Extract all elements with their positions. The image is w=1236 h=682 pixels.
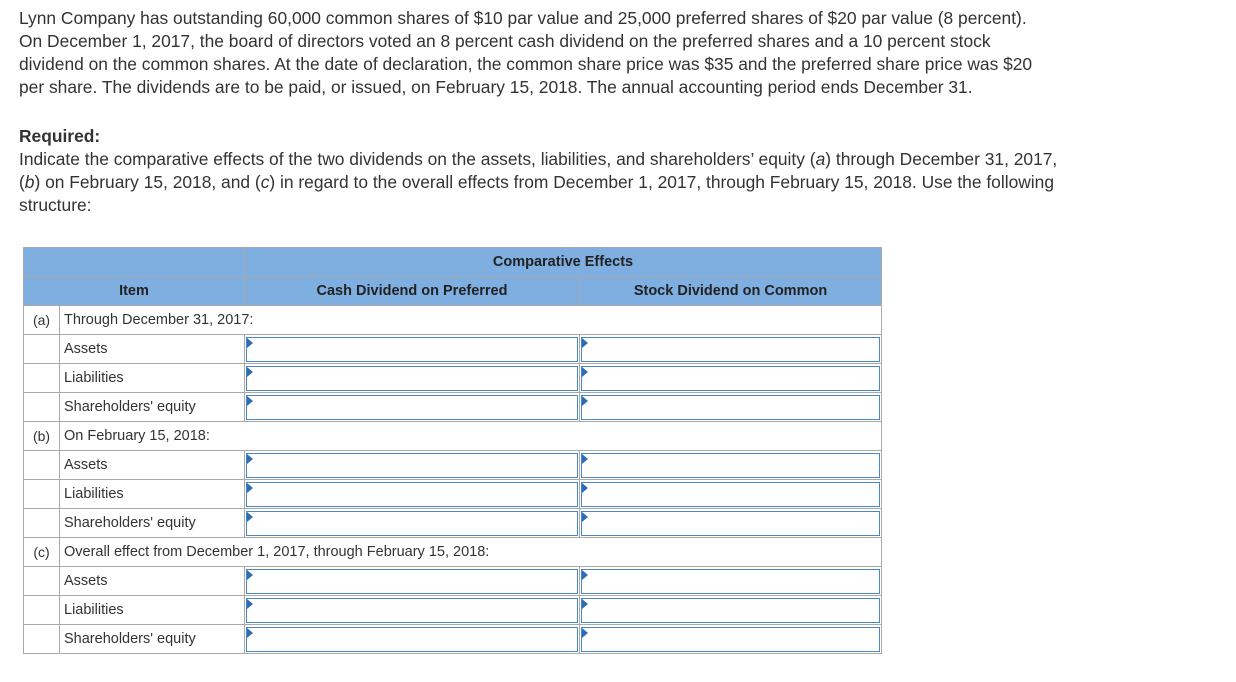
row-label: Liabilities (60, 596, 245, 625)
indent-cell (24, 451, 60, 480)
problem-line: per share. The dividends are to be paid, or issued, on February 15, 2018. The annual accounting period ends December 31. (19, 77, 973, 97)
table-row (24, 596, 882, 625)
dropdown-marker-icon (582, 512, 588, 522)
answer-cell-stock (580, 393, 882, 422)
header-blank (24, 248, 245, 277)
required-letter: c (260, 172, 270, 192)
problem-statement (19, 7, 1219, 99)
section-title: On February 15, 2018: (60, 422, 882, 451)
table-row (24, 451, 882, 480)
dropdown-marker-icon (247, 512, 253, 522)
section-letter: (b) (24, 422, 60, 451)
dropdown-marker-icon (582, 396, 588, 406)
column-header-cash: Cash Dividend on Preferred (245, 277, 580, 306)
required-text: structure: (19, 195, 92, 215)
row-label: Assets (60, 567, 245, 596)
column-header-item: Item (24, 277, 245, 306)
answer-cell-stock (580, 625, 882, 654)
answer-dropdown-cash[interactable] (246, 395, 578, 420)
dropdown-marker-icon (247, 454, 253, 464)
answer-cell-stock (580, 364, 882, 393)
section-letter: (c) (24, 538, 60, 567)
indent-cell (24, 364, 60, 393)
dropdown-marker-icon (247, 367, 253, 377)
answer-cell-stock (580, 509, 882, 538)
table-row (24, 567, 882, 596)
section-row (24, 538, 882, 567)
indent-cell (24, 625, 60, 654)
section-title: Through December 31, 2017: (60, 306, 882, 335)
answer-cell-stock (580, 480, 882, 509)
section-letter: (a) (24, 306, 60, 335)
required-heading: Required: (19, 126, 101, 146)
table-row (24, 625, 882, 654)
answer-cell-cash (245, 335, 580, 364)
table-row (24, 364, 882, 393)
row-label: Liabilities (60, 364, 245, 393)
answer-dropdown-cash[interactable] (246, 482, 578, 507)
answer-dropdown-stock[interactable] (581, 627, 880, 652)
answer-dropdown-cash[interactable] (246, 511, 578, 536)
answer-cell-cash (245, 509, 580, 538)
section-row (24, 306, 882, 335)
required-letter: b (24, 172, 35, 192)
answer-dropdown-cash[interactable] (246, 337, 578, 362)
dropdown-marker-icon (582, 570, 588, 580)
indent-cell (24, 393, 60, 422)
group-header: Comparative Effects (245, 248, 882, 277)
answer-dropdown-cash[interactable] (246, 569, 578, 594)
row-label: Shareholders' equity (60, 509, 245, 538)
dropdown-marker-icon (247, 483, 253, 493)
row-label: Assets (60, 335, 245, 364)
answer-dropdown-stock[interactable] (581, 366, 880, 391)
answer-dropdown-stock[interactable] (581, 482, 880, 507)
problem-line: dividend on the common shares. At the date of declaration, the common share price was $35 and the preferred share price was $20 (19, 54, 1033, 74)
required-instructions (19, 148, 1219, 217)
answer-cell-stock (580, 451, 882, 480)
required-letter: a (815, 149, 826, 169)
indent-cell (24, 567, 60, 596)
answer-cell-cash (245, 480, 580, 509)
dropdown-marker-icon (582, 367, 588, 377)
answer-dropdown-cash[interactable] (246, 366, 578, 391)
answer-dropdown-stock[interactable] (581, 453, 880, 478)
answer-dropdown-stock[interactable] (581, 598, 880, 623)
row-label: Liabilities (60, 480, 245, 509)
row-label: Assets (60, 451, 245, 480)
row-label: Shareholders' equity (60, 625, 245, 654)
required-text: ) on February 15, 2018, and ( (34, 172, 261, 192)
required-text: ) in regard to the overall effects from December 1, 2017, through February 15, 2018. Use the following (269, 172, 1055, 192)
answer-cell-stock (580, 335, 882, 364)
row-label: Shareholders' equity (60, 393, 245, 422)
problem-line: On December 1, 2017, the board of directors voted an 8 percent cash dividend on the preferred shares and a 10 percent stock (19, 31, 991, 51)
dropdown-marker-icon (582, 483, 588, 493)
problem-line: Lynn Company has outstanding 60,000 common shares of $10 par value and 25,000 preferred shares of $20 par value (8 percent). (19, 8, 1027, 28)
answer-cell-cash (245, 596, 580, 625)
answer-dropdown-stock[interactable] (581, 337, 880, 362)
indent-cell (24, 509, 60, 538)
answer-dropdown-stock[interactable] (581, 569, 880, 594)
section-row (24, 422, 882, 451)
table-row (24, 393, 882, 422)
dropdown-marker-icon (247, 338, 253, 348)
dropdown-marker-icon (582, 628, 588, 638)
table-row (24, 335, 882, 364)
indent-cell (24, 596, 60, 625)
section-title: Overall effect from December 1, 2017, through February 15, 2018: (60, 538, 882, 567)
answer-cell-cash (245, 567, 580, 596)
dropdown-marker-icon (582, 338, 588, 348)
answer-cell-stock (580, 596, 882, 625)
answer-cell-cash (245, 364, 580, 393)
answer-cell-cash (245, 393, 580, 422)
required-text: Indicate the comparative effects of the two dividends on the assets, liabilities, and shareholders’ equity ( (19, 149, 816, 169)
answer-dropdown-stock[interactable] (581, 395, 880, 420)
dropdown-marker-icon (247, 628, 253, 638)
answer-cell-cash (245, 625, 580, 654)
answer-cell-stock (580, 567, 882, 596)
dropdown-marker-icon (247, 396, 253, 406)
column-header-stock: Stock Dividend on Common (580, 277, 882, 306)
answer-dropdown-stock[interactable] (581, 511, 880, 536)
dropdown-marker-icon (582, 599, 588, 609)
answer-dropdown-cash[interactable] (246, 453, 578, 478)
table-row (24, 509, 882, 538)
indent-cell (24, 480, 60, 509)
answer-cell-cash (245, 451, 580, 480)
comparative-effects-table (23, 247, 882, 654)
required-text: ( (19, 172, 25, 192)
required-text: ) through December 31, 2017, (825, 149, 1058, 169)
dropdown-marker-icon (582, 454, 588, 464)
indent-cell (24, 335, 60, 364)
answer-dropdown-cash[interactable] (246, 598, 578, 623)
table-row (24, 480, 882, 509)
answer-dropdown-cash[interactable] (246, 627, 578, 652)
dropdown-marker-icon (247, 570, 253, 580)
dropdown-marker-icon (247, 599, 253, 609)
